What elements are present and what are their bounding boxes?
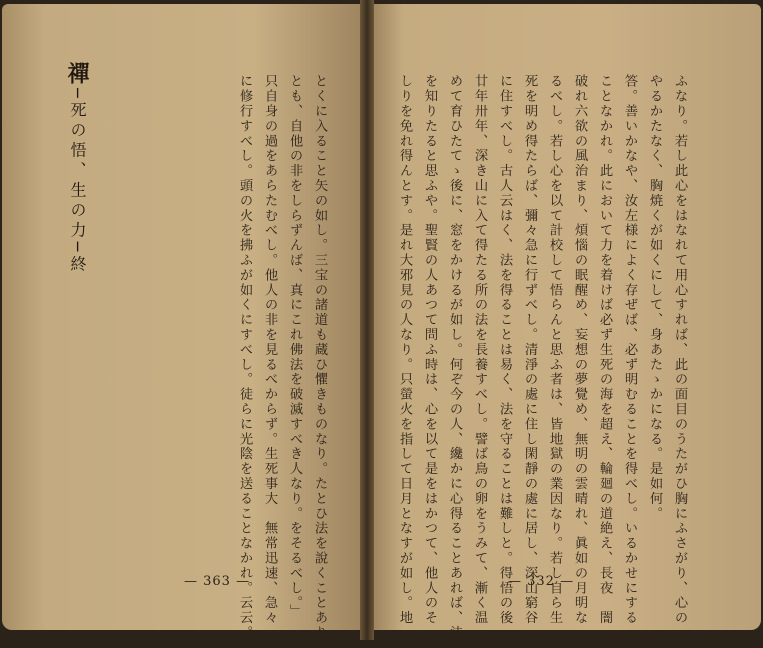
text-line: ふなり。若し此心をはなれて用心すれば、此の面目のうたがひ胸にふさがり、心の — [672, 74, 687, 626]
text-line: とくに入ること矢の如し。三宝の諸道も蔵ひ懼きものなり。たとひ法を說くことあり — [312, 74, 327, 641]
text-line: に修行すべし。頭の火を拂ふが如くにすべし。徒らに光陰を送ることなかれ。云云。」 — [237, 74, 252, 648]
text-line: 廿年卅年、深き山に入て得たる所の法を長養すべし。譬ば鳥の卵をうみて、漸く温 — [472, 74, 487, 626]
text-line: めて育ひたてゝ後に、窓をかけるが如し。何ぞ今の人、纔かに心得ることあれば、法 — [447, 74, 462, 641]
chapter-title-rest: ─死の悟、生の力─終 — [68, 88, 87, 276]
page-number-left: — 363 — — [184, 574, 251, 589]
text-line: ことなかれ。此において力を着けば必ず生死の海を超え、輪廻の道絶え、長夜 闇 — [597, 74, 612, 626]
page-number-right: — 332 — — [508, 574, 575, 589]
text-line: とも、自他の非をしらずんば、真にこれ佛法を破滅すべき人なり。をそるべし。」 — [287, 74, 302, 619]
text-line: 破れ六欲の風治まり、煩惱の眠醒め、妄想の夢覺め、無明の雲晴れ、眞如の月明な — [572, 74, 587, 626]
text-line: 答。善いかなや、汝左様によく存ぜば、必ず明むることを得べし。いるかせにする — [622, 74, 637, 626]
chapter-title-kanji: 禪 — [64, 62, 90, 88]
left-page-text — [232, 74, 332, 648]
right-page-text — [392, 74, 692, 640]
text-line: 只自身の過をあらたむべし。他人の非を見るべからず。生死事大 無常迅速、急々 — [262, 74, 277, 626]
text-line: しりを免れ得んとす。是れ大邪見の人なり。只螢火を指して日月となすが如し。地 — [397, 74, 412, 626]
text-line: に住すべし。古人云はく、法を得ることは易く、法を守ることは難しと。得悟の後 — [497, 74, 512, 626]
text-line: やるかたなく、胸焼くが如くにして、身あたゝかになる。是如何。 — [647, 74, 662, 521]
text-line: を知りたると思ふや。聖賢の人あつて問ふ時は、心を以て是をはかつて、他人のそ — [422, 74, 437, 626]
book-gutter — [360, 0, 374, 640]
text-line: るべし。若し心を以て計校して悟らんと思ふ者は、皆地獄の業因なり。若し自ら生 — [547, 74, 562, 626]
text-line: 死を明め得たらば、彌々急に行ずべし。清淨の處に住し閑靜の處に居し、深山窮谷 — [522, 74, 537, 626]
chapter-title — [62, 62, 93, 275]
